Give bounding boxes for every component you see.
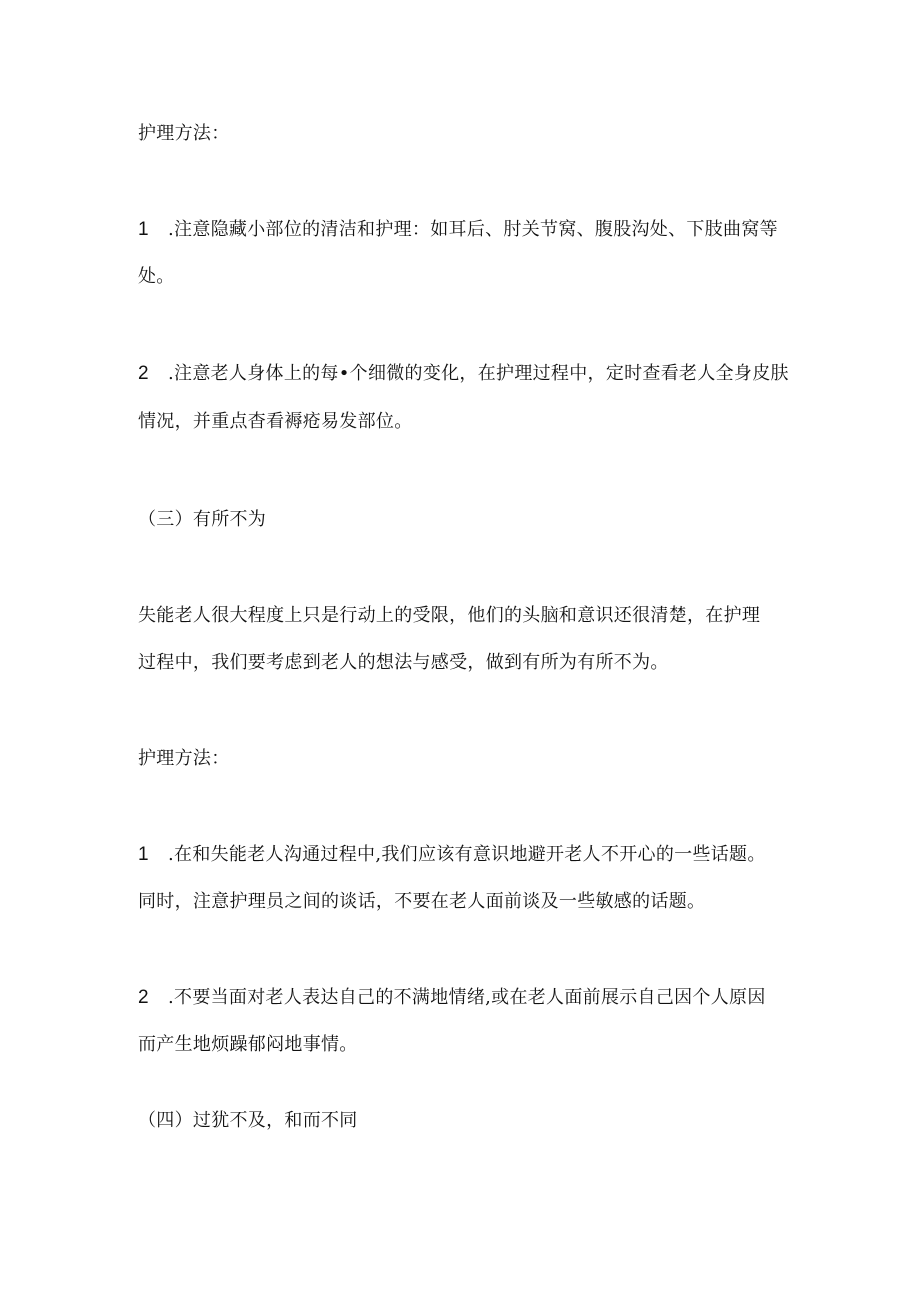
list-item-text: .不要当面对老人表达自己的不满地情绪,或在老人面前展示自己因个人原因 bbox=[168, 987, 766, 1008]
list-item-text: .在和失能老人沟通过程中,我们应该有意识地避开老人不开心的一些话题。 bbox=[168, 844, 766, 865]
list-item-continuation: 而产生地烦躁郁闷地事情。 bbox=[138, 1034, 358, 1055]
paragraph-line: 失能老人很大程度上只是行动上的受限，他们的头脑和意识还很清楚，在护理 bbox=[138, 605, 761, 626]
section-title: （三）有所不为 bbox=[138, 509, 267, 530]
list-item-number: 2 bbox=[138, 363, 149, 384]
list-item-number: 1 bbox=[138, 844, 149, 865]
list-item-number: 1 bbox=[138, 219, 149, 240]
list-item bbox=[138, 985, 766, 1011]
method-heading: 护理方法： bbox=[138, 123, 230, 144]
list-item bbox=[138, 842, 766, 868]
section-title: （四）过犹不及，和而不同 bbox=[138, 1110, 358, 1131]
list-item-text: .注意隐藏小部位的清洁和护理：如耳后、肘关节窝、腹股沟处、下肢曲窝等 bbox=[168, 219, 778, 240]
list-item-continuation: 处。 bbox=[138, 266, 175, 287]
method-heading: 护理方法： bbox=[138, 748, 230, 769]
list-item bbox=[138, 361, 789, 387]
list-item-text: .注意老人身体上的每•个细微的变化，在护理过程中，定时查看老人全身皮肤 bbox=[168, 363, 789, 384]
paragraph-line: 过程中，我们要考虑到老人的想法与感受，做到有所为有所不为。 bbox=[138, 652, 669, 673]
list-item-number: 2 bbox=[138, 987, 149, 1008]
list-item bbox=[138, 217, 778, 243]
list-item-continuation: 同时，注意护理员之间的谈话，不要在老人面前谈及一些敏感的话题。 bbox=[138, 891, 706, 912]
list-item-continuation: 情况，并重点杳看褥疮易发部位。 bbox=[138, 411, 413, 432]
